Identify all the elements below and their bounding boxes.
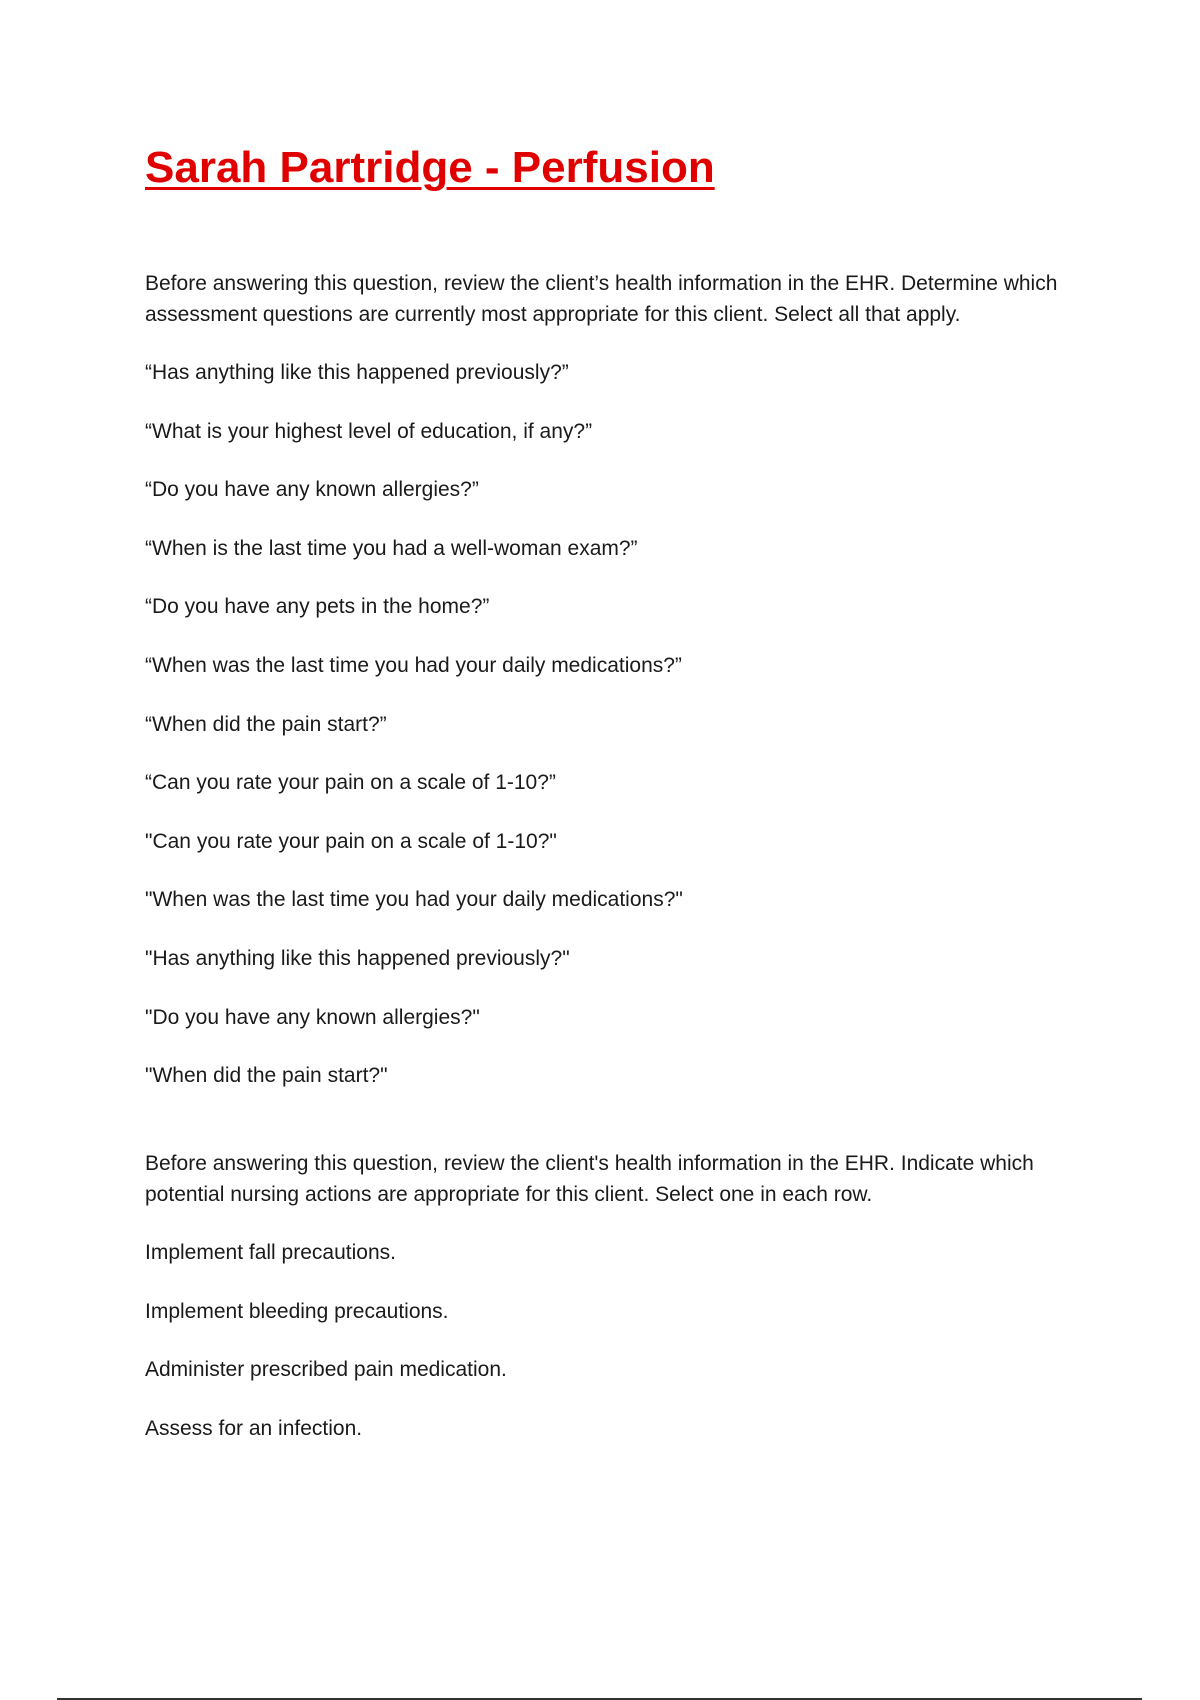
question-1-option: “When did the pain start?” xyxy=(145,712,387,736)
document-title: Sarah Partridge - Perfusion xyxy=(145,143,715,192)
question-1-option: “Do you have any known allergies?” xyxy=(145,478,479,502)
question-1-option: “Do you have any pets in the home?” xyxy=(145,595,490,619)
question-2-option: Implement fall precautions. xyxy=(145,1241,396,1264)
question-1-option: "When did the pain start?" xyxy=(145,1064,388,1088)
question-2-option: Implement bleeding precautions. xyxy=(145,1299,449,1323)
question-2 xyxy=(145,1148,1085,1471)
question-1-option: “Has anything like this happened previously?” xyxy=(145,361,569,384)
question-1-option: “When is the last time you had a well-woman exam?” xyxy=(145,536,638,560)
question-1-option: “When was the last time you had your daily medications?” xyxy=(145,653,682,677)
question-1-option: "Do you have any known allergies?" xyxy=(145,1005,480,1029)
question-1 xyxy=(145,268,1085,1119)
question-2-prompt: Before answering this question, review the client's health information in the EHR. Indicate which potential nursing actions are appropriate for this client. Select one in each row. xyxy=(145,1152,1034,1206)
question-1-option: “What is your highest level of education, if any?” xyxy=(145,419,593,443)
question-1-option: "Can you rate your pain on a scale of 1-10?" xyxy=(145,829,557,853)
question-1-prompt: Before answering this question, review the client’s health information in the EHR. Determine which assessment questions are currently most appropriate for this client. Select all that apply. xyxy=(145,272,1058,326)
question-2-option: Assess for an infection. xyxy=(145,1416,363,1440)
question-1-option: "Has anything like this happened previously?" xyxy=(145,946,570,970)
question-1-option: “Can you rate your pain on a scale of 1-10?” xyxy=(145,771,556,795)
question-2-option: Administer prescribed pain medication. xyxy=(145,1358,507,1381)
question-1-option: "When was the last time you had your daily medications?" xyxy=(145,888,683,912)
